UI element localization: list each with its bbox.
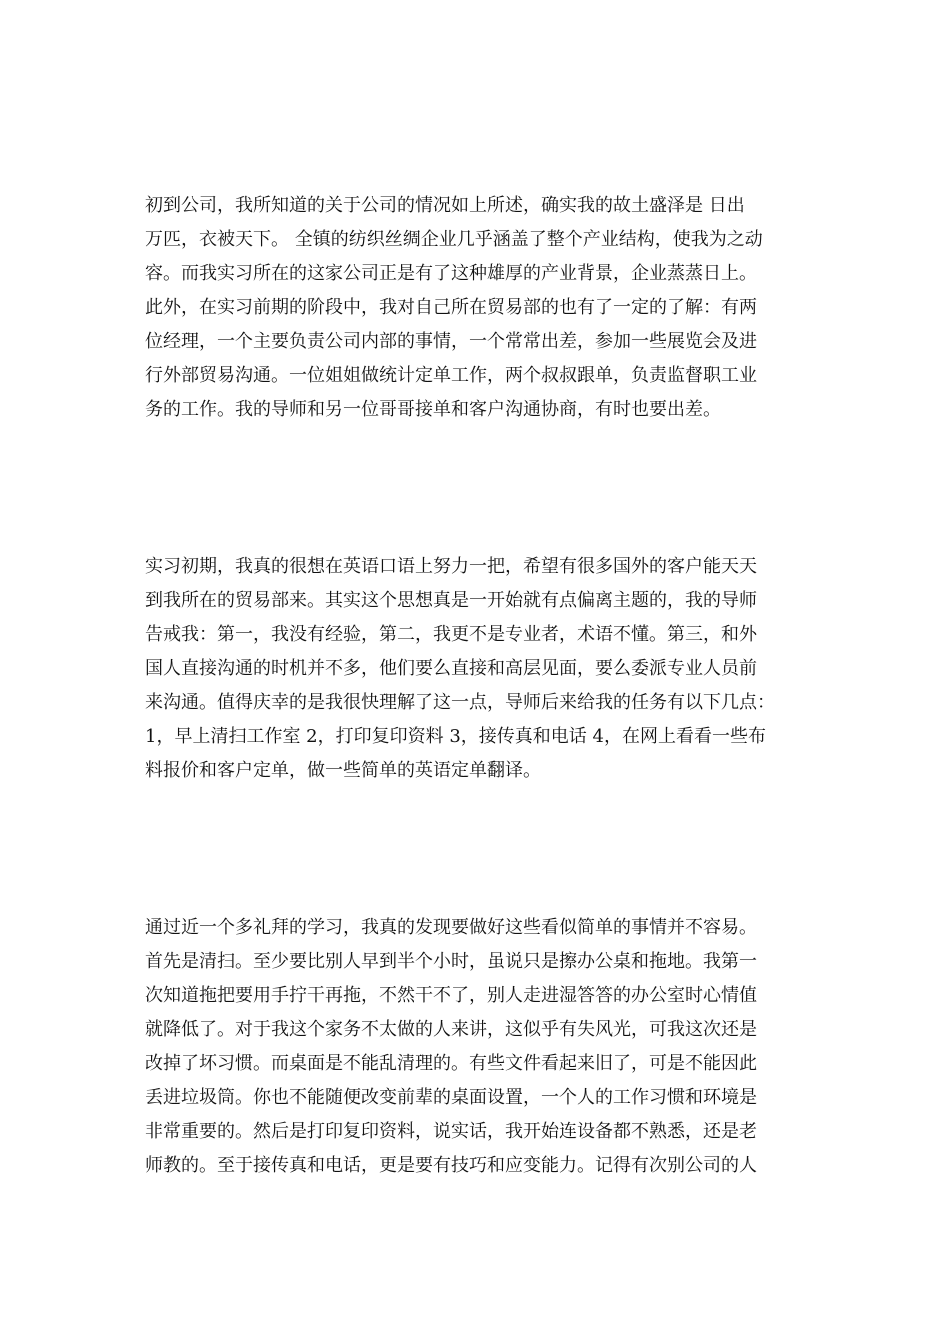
paragraph-1 [145, 189, 805, 427]
text-line: 通过近一个多礼拜的学习，我真的发现要做好这些看似简单的事情并不容易。 [145, 917, 757, 938]
text-line: 务的工作。我的导师和另一位哥哥接单和客户沟通协商，有时也要出差。 [145, 399, 721, 420]
paragraph-2 [145, 550, 805, 788]
text-line: 就降低了。对于我这个家务不太做的人来讲，这似乎有失风光，可我这次还是 [145, 1019, 757, 1040]
text-line: 1，早上清扫工作室 2，打印复印资料 3，接传真和电话 4，在网上看看一些布 [145, 726, 766, 747]
paragraph-3 [145, 911, 805, 1183]
text-line: 国人直接沟通的时机并不多，他们要么直接和高层见面，要么委派专业人员前 [145, 658, 757, 679]
text-line: 首先是清扫。至少要比别人早到半个小时，虽说只是擦办公桌和拖地。我第一 [145, 951, 757, 972]
text-line: 到我所在的贸易部来。其实这个思想真是一开始就有点偏离主题的，我的导师 [145, 590, 757, 611]
text-line: 非常重要的。然后是打印复印资料，说实话，我开始连设备都不熟悉，还是老 [145, 1121, 757, 1142]
text-line: 万匹，衣被天下。 全镇的纺织丝绸企业几乎涵盖了整个产业结构，使我为之动 [145, 229, 763, 250]
text-line: 位经理，一个主要负责公司内部的事情，一个常常出差，参加一些展览会及进 [145, 331, 757, 352]
text-line: 来沟通。值得庆幸的是我很快理解了这一点，导师后来给我的任务有以下几点： [145, 692, 775, 713]
text-line: 容。而我实习所在的这家公司正是有了这种雄厚的产业背景，企业蒸蒸日上。 [145, 263, 757, 284]
text-line: 师教的。至于接传真和电话，更是要有技巧和应变能力。记得有次别公司的人 [145, 1155, 757, 1176]
text-line: 改掉了坏习惯。而桌面是不能乱清理的。有些文件看起来旧了，可是不能因此 [145, 1053, 757, 1074]
text-line: 行外部贸易沟通。一位姐姐做统计定单工作，两个叔叔跟单，负责监督职工业 [145, 365, 757, 386]
text-line: 实习初期，我真的很想在英语口语上努力一把，希望有很多国外的客户能天天 [145, 556, 757, 577]
text-line: 初到公司，我所知道的关于公司的情况如上所述，确实我的故土盛泽是 日出 [145, 195, 745, 216]
text-line: 此外，在实习前期的阶段中，我对自己所在贸易部的也有了一定的了解：有两 [145, 297, 757, 318]
text-line: 料报价和客户定单，做一些简单的英语定单翻译。 [145, 760, 541, 781]
text-line: 次知道拖把要用手拧干再拖，不然干不了，别人走进湿答答的办公室时心情值 [145, 985, 757, 1006]
text-line: 丢进垃圾筒。你也不能随便改变前辈的桌面设置，一个人的工作习惯和环境是 [145, 1087, 757, 1108]
text-line: 告戒我：第一，我没有经验，第二，我更不是专业者，术语不懂。第三，和外 [145, 624, 757, 645]
